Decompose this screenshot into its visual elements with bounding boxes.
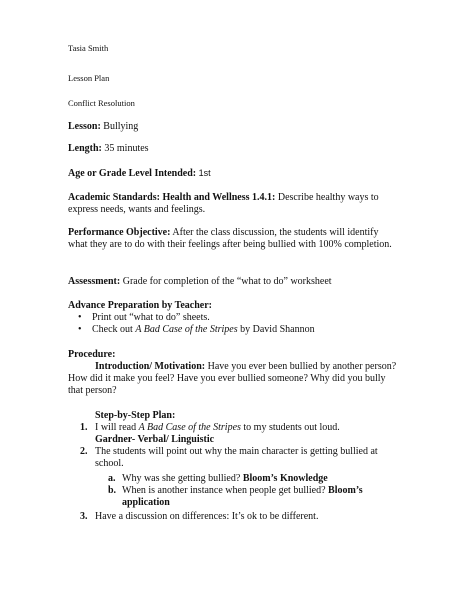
assessment-block [68,276,398,288]
book-title: A Bad Case of the Stripes [138,422,241,433]
step-text [95,422,390,446]
substep-a [108,473,398,485]
lesson-line [68,121,398,133]
book-title: A Bad Case of the Stripes [135,324,238,335]
step-number: 1. [80,422,88,433]
objective-value: After the class discussion, the students will identify what they are to do with their feelings after being bullied with 100% completion. [68,227,392,250]
step-1-post: to my students out loud. [240,422,340,433]
prep-heading [68,300,398,312]
intro-label: Introduction/ Motivation: [95,361,206,372]
substep-text [122,473,398,485]
assessment-value: Grade for completion of the “what to do” worksheet [122,276,332,287]
intro-text: Have you ever been bullied by another person? How did it make you feel? Have you ever bullied someone? Why did you bully that person? [68,361,397,396]
prep-item-pre: Check out [92,324,136,335]
grade-value: 1st [198,168,211,178]
author-name: Tasia Smith [68,43,109,53]
lesson-label: Lesson: [68,121,101,132]
step-number: 3. [80,511,88,522]
prep-item-1 [78,312,210,324]
length-label: Length: [68,143,102,154]
step-number: 2. [80,446,88,457]
prep-item-text: Print out “what to do” sheets. [92,312,210,323]
step-1 [80,422,390,446]
substep-text [122,485,398,509]
prep-item-post: by David Shannon [237,324,315,335]
document-type: Lesson Plan [68,73,110,83]
bullet-icon: • [78,312,82,323]
document-topic: Conflict Resolution [68,98,135,108]
procedure-heading [68,349,398,361]
assessment-label: Assessment: [68,276,121,287]
standards-label: Academic Standards: Health and Wellness 1.4.1: [68,192,276,203]
intro-block [68,361,398,397]
bloom-tag: Bloom’s Knowledge [242,473,328,484]
grade-line [68,167,398,180]
substep-letter: a. [108,473,116,484]
procedure-label: Procedure: [68,349,116,360]
substep-b [108,485,398,509]
step-text: Have a discussion on differences: It’s ok to be different. [95,511,319,522]
prep-item-2 [78,324,315,336]
step-3 [80,511,390,523]
step-1-pre: I will read [95,422,139,433]
length-value: 35 minutes [104,143,149,154]
prep-label: Advance Preparation by Teacher: [68,300,212,311]
objective-label: Performance Objective: [68,227,171,238]
steps-label: Step-by-Step Plan: [95,410,176,421]
steps-heading [95,410,425,422]
standards-value: Describe healthy ways to express needs, wants and feelings. [68,192,379,215]
bullet-icon: • [78,324,82,335]
bloom-tag: Bloom’s application [122,485,363,508]
step-2 [80,446,390,470]
step-text: The students will point out why the main character is getting bullied at school. [95,446,378,469]
substep-a-text: Why was she getting bullied? [122,473,241,484]
length-line [68,143,398,155]
step-1-note: Gardner- Verbal/ Linguistic [95,434,215,445]
objective-block [68,227,398,251]
substep-b-text: When is another instance when people get bullied? [122,485,326,496]
substep-letter: b. [108,485,117,496]
lesson-value: Bullying [103,121,139,132]
standards-block [68,192,398,216]
grade-label: Age or Grade Level Intended: [68,168,197,179]
